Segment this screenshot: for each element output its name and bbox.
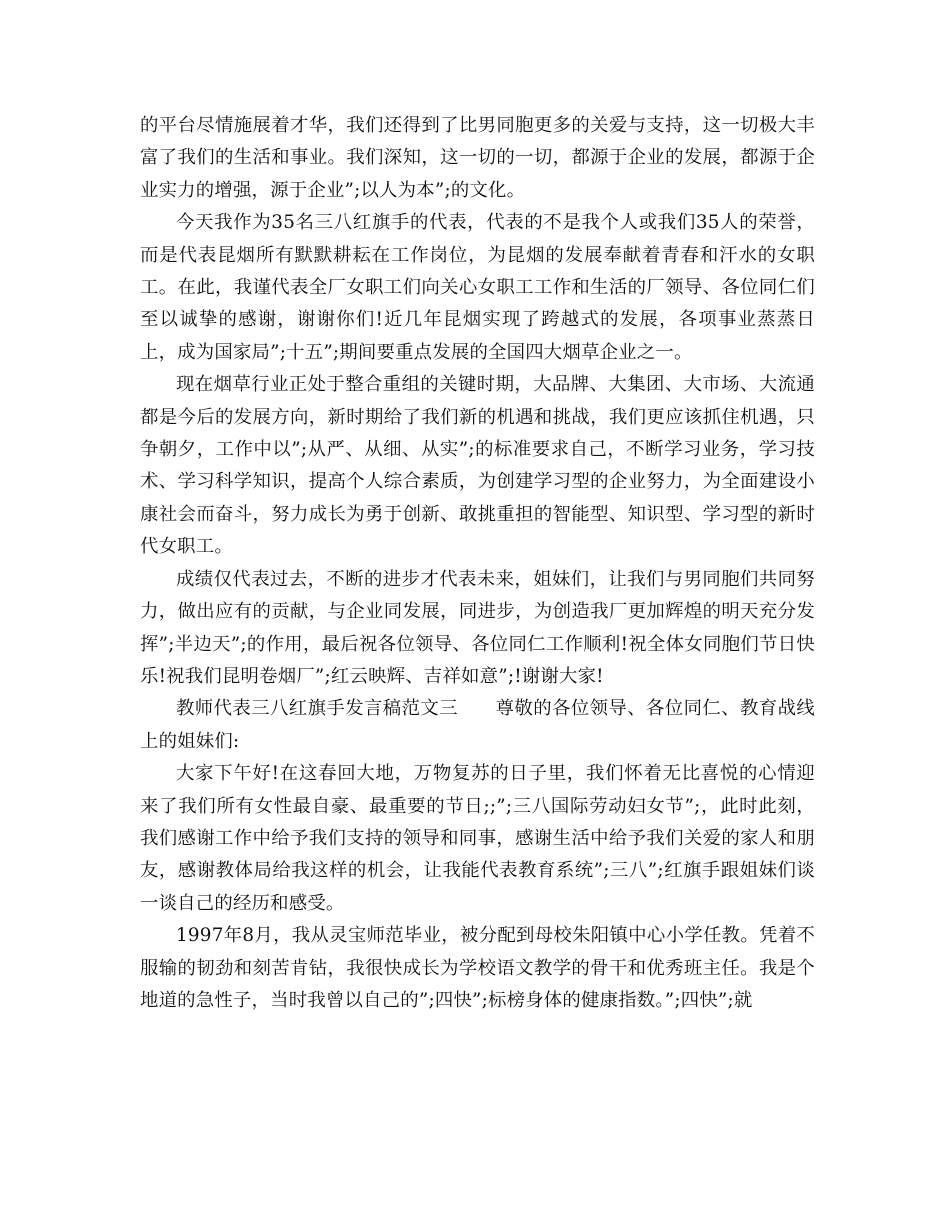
paragraph-4: 成绩仅代表过去，不断的进步才代表未来，姐妹们，让我们与男同胞们共同努力，做出应有的贡献，与企业同发展，同进步，为创造我厂更加辉煌的明天充分发挥”;半边天”;的作用，最后祝各位领导、各位同仁工作顺利!祝全体女同胞们节日快乐!祝我们昆明卷烟厂”;红云映辉、吉祥如意”;!谢谢大家!: [140, 568, 815, 687]
paragraph-3: 现在烟草行业正处于整合重组的关键时期，大品牌、大集团、大市场、大流通都是今后的发展方向，新时期给了我们新的机遇和挑战，我们更应该抓住机遇，只争朝夕，工作中以”;从严、从细、从实”;的标准要求自己，不断学习业务，学习技术、学习科学知识，提高个人综合素质，为创建学习型的企业努力，为全面建设小康社会而奋斗，努力成长为勇于创新、敢挑重担的智能型、知识型、学习型的新时代女职工。: [140, 374, 815, 558]
paragraph-7: 1997年8月，我从灵宝师范毕业，被分配到母校朱阳镇中心小学任教。凭着不服输的韧劲和刻苦肯钻，我很快成长为学校语文教学的骨干和优秀班主任。我是个地道的急性子，当时我曾以自己的”;四快”;标榜身体的健康指数。”;四快”;就: [140, 925, 815, 1011]
paragraph-5: 教师代表三八红旗手发言稿范文三 尊敬的各位领导、各位同仁、教育战线上的姐妹们:: [140, 698, 815, 752]
document-body: [140, 110, 815, 1017]
paragraph-1: 的平台尽情施展着才华，我们还得到了比男同胞更多的关爱与支持，这一切极大丰富了我们的生活和事业。我们深知，这一切的一切，都源于企业的发展，都源于企业实力的增强，源于企业”;以人为本”;的文化。: [140, 115, 815, 201]
paragraph-6: 大家下午好!在这春回大地，万物复苏的日子里，我们怀着无比喜悦的心情迎来了我们所有女性最自豪、最重要的节日;;”;三八国际劳动妇女节”;，此时此刻，我们感谢工作中给予我们支持的领导和同事，感谢生活中给予我们关爱的家人和朋友，感谢教体局给我这样的机会，让我能代表教育系统”;三八”;红旗手跟姐妹们谈一谈自己的经历和感受。: [140, 763, 815, 914]
paragraph-2: 今天我作为35名三八红旗手的代表，代表的不是我个人或我们35人的荣誉，而是代表昆烟所有默默耕耘在工作岗位，为昆烟的发展奉献着青春和汗水的女职工。在此，我谨代表全厂女职工们向关心女职工工作和生活的厂领导、各位同仁们至以诚挚的感谢，谢谢你们!近几年昆烟实现了跨越式的发展，各项事业蒸蒸日上，成为国家局”;十五”;期间要重点发展的全国四大烟草企业之一。: [140, 212, 815, 363]
